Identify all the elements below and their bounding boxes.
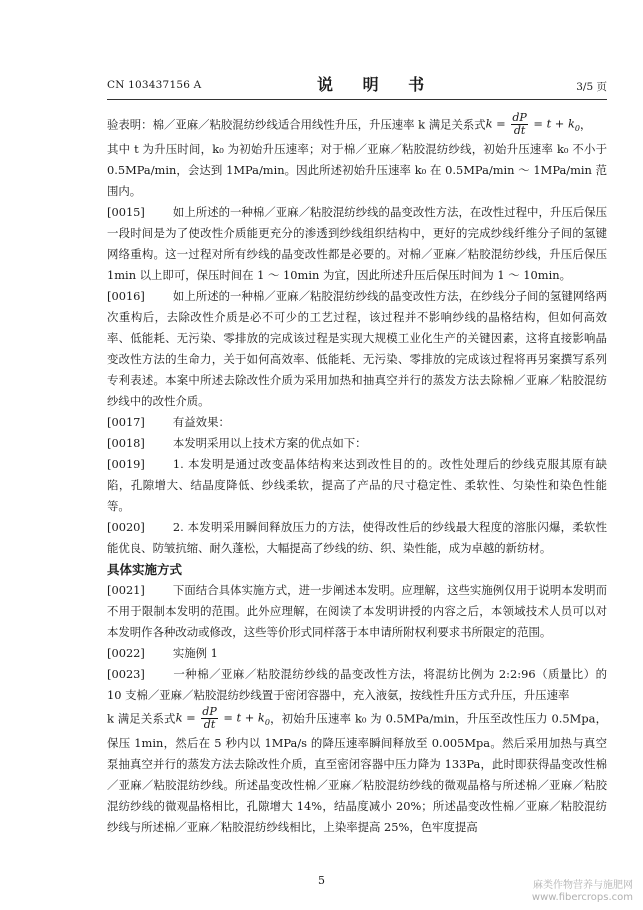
document-body bbox=[107, 112, 607, 838]
paragraph-number: [0017] bbox=[107, 414, 145, 429]
page-indicator: 3/5 页 bbox=[576, 81, 607, 93]
paragraph-text: 本发明采用以上技术方案的优点如下： bbox=[172, 435, 367, 450]
header-divider bbox=[107, 99, 607, 100]
paragraph-text-after: ， bbox=[579, 117, 592, 132]
watermark-line-2: www.fibercrops.com bbox=[531, 892, 633, 903]
paragraph-0016 bbox=[107, 286, 607, 412]
paragraph-text: 2. 本发明采用瞬间释放压力的方法，使得改性后的纱线最大程度的溶胀闪爆，柔软性能优良、防皱抗缩、耐久蓬松，大幅提高了纱线的纺、织、染性能，成为卓越的新纺材。 bbox=[107, 519, 607, 555]
paragraph-0017 bbox=[107, 412, 607, 433]
watermark-line-1: 麻类作物营养与施肥网 bbox=[533, 880, 633, 891]
paragraph-text: 验表明：棉／亚麻／粘胶混纺纱线适合用线性升压，升压速率 k 满足关系式 bbox=[107, 117, 486, 132]
document-title: 说 明 书 bbox=[317, 75, 437, 94]
paragraph-text: 如上所述的一种棉／亚麻／粘胶混纺纱线的晶变改性方法，在纱线分子间的氢键网络两次重构后，去除改性介质是必不可少的工艺过程，该过程并不影响纱线的晶格结构，但如何高效率、低能耗、无污染、零排放的完成该过程是实现大规模工业化生产的关键因素，这将直接影响晶变改性方法的生命力，关于如何高效率、低能耗、无污染、零排放的完成该过程将再另案撰写系列专利表述。本案中所述去除改性介质为采用加热和抽真空并行的蒸发方法去除棉／亚麻／粘胶混纺纱线中的改性介质。 bbox=[107, 288, 607, 408]
paragraph-number: [0022] bbox=[107, 645, 145, 660]
paragraph-text: 有益效果： bbox=[172, 414, 230, 429]
page-header bbox=[107, 70, 607, 94]
paragraph-0023 bbox=[107, 664, 607, 706]
formula: k = $\frac{dP}{dt}$ = $t + k_0$ bbox=[175, 704, 270, 731]
paragraph-number: [0016] bbox=[107, 288, 145, 303]
paragraph-number: [0015] bbox=[107, 204, 145, 219]
paragraph-text: k 满足关系式 bbox=[107, 711, 176, 726]
paragraph-text: 如上所述的一种棉／亚麻／粘胶混纺纱线的晶变改性方法，在改性过程中，升压后保压一段时间是为了使改性介质能更充分的渗透到纱线组织结构中，更好的完成纱线纤维分子间的氢键网络重构。这一过程对所有纱线的晶变改性都是必要的。对棉／亚麻／粘胶混纺纱线，升压后保压 1min 以上即可，保压时间在 1 ～ 10min 为宜，因此所述升压后保压时间为 1 ～ 10min。 bbox=[107, 204, 607, 282]
paragraph-0021 bbox=[107, 580, 607, 643]
paragraph-0020 bbox=[107, 517, 607, 559]
paragraph-text: 其中 t 为升压时间，k₀ 为初始升压速率；对于棉／亚麻／粘胶混纺纱线，初始升压速率 k₀ 不小于 0.5MPa/min，会达到 1MPa/min。因此所述初始升压速率 k₀ 在 0.5MPa/min ～ 1MPa/min 范围内。 bbox=[107, 141, 607, 198]
paragraph bbox=[107, 139, 607, 202]
page-number: 5 bbox=[318, 874, 325, 887]
paragraph-text: 一种棉／亚麻／粘胶混纺纱线的晶变改性方法，将混纺比例为 2:2:96（质量比）的 10 支棉／亚麻／粘胶混纺纱线置于密闭容器中，充入液氨，按线性升压方式升压，升压速率 bbox=[107, 666, 607, 702]
paragraph-text-after: ，初始升压速率 k₀ 为 0.5MPa/min，升压至改性压力 0.5Mpa，保压 1min，然后在 5 秒内以 1MPa/s 的降压速率瞬间释放至 0.005Mpa。然后采用加热与真空泵抽真空并行的蒸发方法去除改性介质，直至密闭容器中压力降为 133Pa，此时即获得晶变改性棉／亚麻／粘胶混纺纱线。所述晶变改性棉／亚麻／粘胶混纺纱线的微观晶格与所述棉／亚麻／粘胶混纺纱线的微观晶格相比，孔隙增大 14%，结晶度减小 20%；所述晶变改性棉／亚麻／粘胶混纺纱线与所述棉／亚麻／粘胶混纺纱线相比，上染率提高 25%，色牢度提高 bbox=[107, 711, 607, 834]
paragraph-0018 bbox=[107, 433, 607, 454]
paragraph-number: [0023] bbox=[107, 666, 145, 681]
paragraph-number: [0021] bbox=[107, 582, 145, 597]
watermark bbox=[532, 880, 633, 904]
paragraph-number: [0019] bbox=[107, 456, 145, 471]
paragraph-0015 bbox=[107, 202, 607, 286]
paragraph-text: 下面结合具体实施方式，进一步阐述本发明。应理解，这些实施例仅用于说明本发明而不用于限制本发明的范围。此外应理解，在阅读了本发明讲授的内容之后，本领域技术人员可以对本发明作各种改动或修改，这些等价形式同样落于本申请所附权利要求书所限定的范围。 bbox=[107, 582, 607, 639]
formula: k = $\frac{dP}{dt}$ = $t + k_0$ bbox=[485, 111, 580, 137]
paragraph-0019 bbox=[107, 454, 607, 517]
paragraph-text: 实施例 1 bbox=[172, 645, 218, 660]
paragraph-text: 1. 本发明是通过改变晶体结构来达到改性目的的。改性处理后的纱线克服其原有缺陷，孔隙增大、结晶度降低、纱线柔软，提高了产品的尺寸稳定性、柔软性、匀染性和染色性能等。 bbox=[107, 456, 607, 513]
paragraph-number: [0020] bbox=[107, 519, 145, 534]
paragraph-number: [0018] bbox=[107, 435, 145, 450]
paragraph bbox=[107, 112, 607, 139]
paragraph bbox=[107, 706, 607, 838]
section-heading: 具体实施方式 bbox=[107, 561, 183, 577]
publication-number: CN 103437156 A bbox=[107, 79, 202, 91]
paragraph-0022 bbox=[107, 643, 607, 664]
